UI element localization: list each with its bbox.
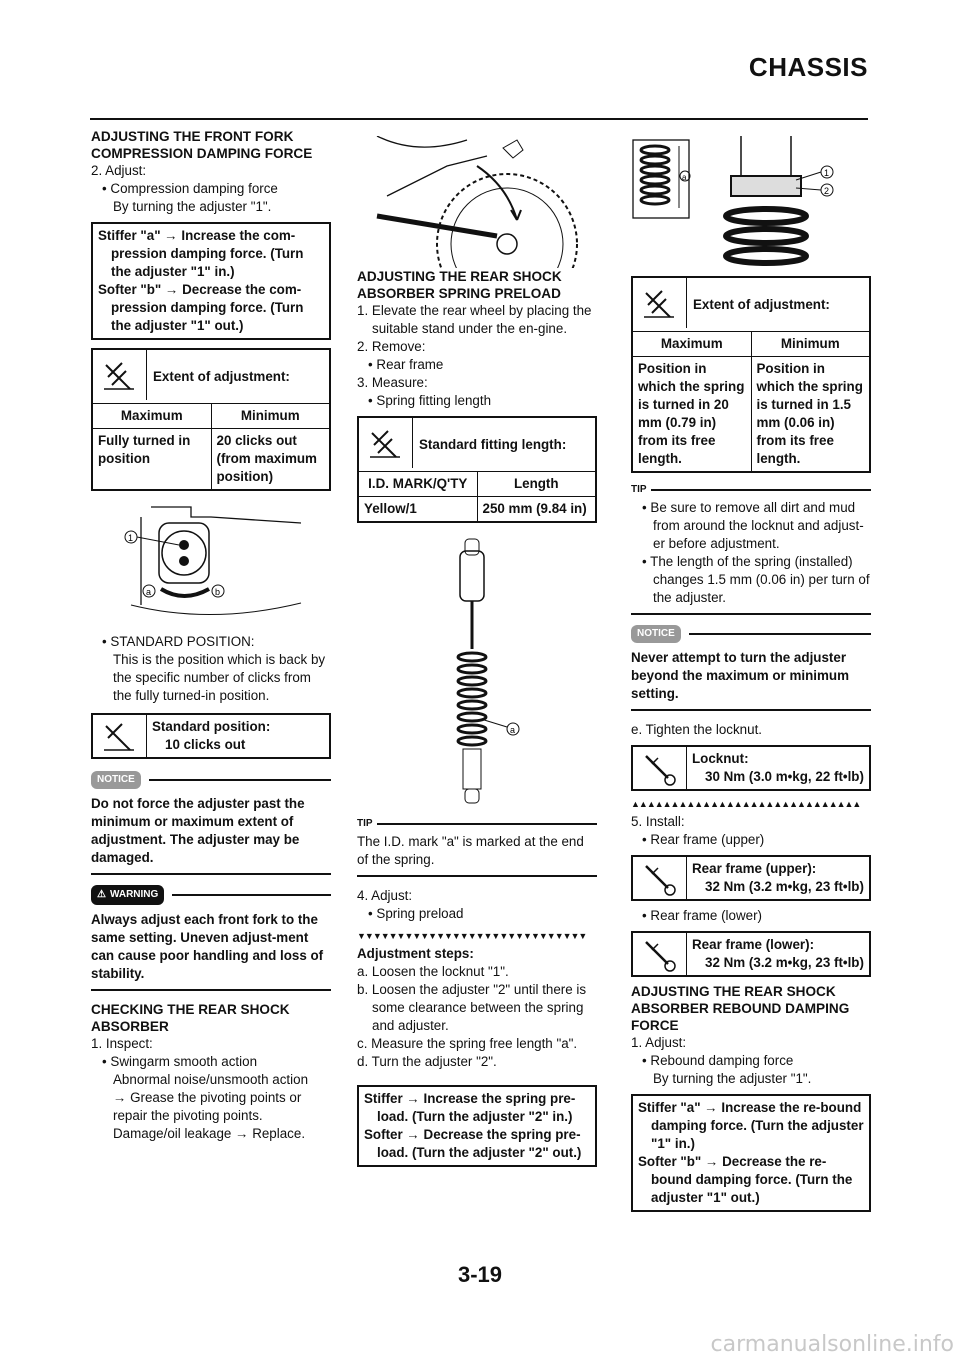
bullet-text: • STANDARD POSITION:	[102, 634, 255, 649]
bullet-text: • Rear frame (upper)	[642, 832, 765, 847]
warning-icon: ⚠	[97, 889, 106, 900]
step-text: 1. Adjust:	[631, 1035, 687, 1050]
torque-title: Rear frame (upper):	[692, 861, 817, 876]
step-text: 2. Remove:	[357, 339, 426, 354]
steps-end-marker: ▲▲▲▲▲▲▲▲▲▲▲▲▲▲▲▲▲▲▲▲▲▲▲▲▲▲▲▲▲	[631, 799, 861, 809]
torque-wrench-icon	[633, 747, 687, 789]
bullet-subtext: By turning the adjuster "1".	[653, 1071, 812, 1086]
wrench-spec-icon	[93, 350, 147, 400]
fig-label: a	[510, 725, 516, 735]
step-text: 2. Adjust:	[91, 163, 147, 178]
spec-value: 250 mm (9.84 in)	[482, 501, 587, 516]
bullet-subtext: → Grease the pivoting points or repair the pivoting points.	[113, 1090, 302, 1123]
bullet-subtext: Damage/oil leakage → Replace.	[113, 1126, 306, 1141]
col-header: Maximum	[633, 332, 752, 356]
bullet-subtext: By turning the adjuster "1".	[113, 199, 272, 214]
watermark: carmanualsonline.info	[710, 1332, 954, 1357]
fig-label: 1	[824, 168, 830, 178]
section-heading: CHECKING THE REAR SHOCK ABSORBER	[91, 1002, 290, 1034]
bullet-text: • Spring fitting length	[368, 393, 492, 408]
bullet-text: • Rear frame	[368, 357, 444, 372]
wrench-spec-icon	[359, 418, 413, 468]
step-text: 1. Inspect:	[91, 1036, 153, 1051]
section-heading: ADJUSTING THE REAR SHOCK ABSORBER REBOUND DAMPING FORCE	[631, 984, 850, 1033]
torque-value: 30 Nm (3.0 m•kg, 22 ft•lb)	[705, 769, 864, 784]
spec-value: 20 clicks out (from maximum position)	[216, 433, 317, 484]
rear-shock-figure	[357, 529, 597, 807]
torque-spec	[631, 855, 871, 901]
column-2	[357, 136, 597, 1173]
step-text: b. Loosen the adjuster "2" until there is some clearance between the spring and adjuster.	[357, 982, 587, 1033]
wrench-spec-icon	[633, 278, 687, 328]
page-title: CHASSIS	[748, 52, 868, 82]
wrench-spec-icon	[93, 715, 147, 757]
bullet-text: • Compression damping force	[102, 181, 278, 196]
section-heading: ADJUSTING THE FRONT FORK COMPRESSION DAMPING FORCE	[91, 129, 313, 161]
adjustment-box	[91, 222, 331, 340]
step-text: 3. Measure:	[357, 375, 428, 390]
bullet-text: • Swingarm smooth action	[102, 1054, 258, 1069]
front-fork-adjuster-figure	[91, 497, 331, 625]
step-text: 1. Elevate the rear wheel by placing the suitable stand under the en-gine.	[357, 303, 592, 336]
tip-text: • The length of the spring (installed) changes 1.5 mm (0.06 in) per turn of the adjuster.	[642, 554, 870, 605]
section-heading: ADJUSTING THE REAR SHOCK ABSORBER SPRING PRELOAD	[357, 269, 562, 301]
col-header: I.D. MARK/Q'TY	[359, 472, 478, 496]
bullet-text: • Rear frame (lower)	[642, 908, 763, 923]
step-text: d. Turn the adjuster "2".	[357, 1054, 497, 1069]
adjustment-box	[631, 1094, 871, 1212]
steps-start-marker: ▼▼▼▼▼▼▼▼▼▼▼▼▼▼▼▼▼▼▼▼▼▼▼▼▼▼▼▼▼	[357, 931, 587, 941]
fig-label: a	[682, 173, 687, 182]
torque-wrench-icon	[633, 857, 687, 899]
torque-value: 32 Nm (3.2 m•kg, 23 ft•lb)	[705, 955, 864, 970]
torque-title: Rear frame (lower):	[692, 937, 815, 952]
col-header: Minimum	[240, 408, 300, 423]
warning-label: WARNING	[109, 889, 159, 900]
torque-title: Locknut:	[692, 751, 749, 766]
spring-adjuster-figure	[631, 136, 871, 270]
bullet-subtext: This is the position which is back by the specific number of clicks from the fully turned-in position.	[113, 652, 326, 703]
steps-heading: Adjustment steps:	[357, 946, 474, 961]
bullet-text: • Spring preload	[368, 906, 464, 921]
tip-label: TIP	[631, 484, 647, 495]
col-header: Minimum	[780, 336, 840, 351]
spec-value: Position in which the spring is turned in 20 mm (0.79 in) from its free length.	[633, 357, 752, 471]
fig-label: 1	[128, 533, 134, 543]
standard-position-spec	[91, 713, 331, 759]
box-line: Stiffer → Increase the spring pre-load. (Turn the adjuster "2" in.)	[364, 1091, 576, 1124]
notice-badge: NOTICE	[91, 771, 141, 789]
column-3	[631, 136, 871, 1218]
rear-wheel-figure	[357, 136, 597, 268]
torque-spec	[631, 745, 871, 791]
spec-title: Extent of adjustment:	[693, 296, 830, 312]
page-number: 3-19	[457, 1262, 503, 1287]
torque-wrench-icon	[633, 933, 687, 975]
torque-value: 32 Nm (3.2 m•kg, 23 ft•lb)	[705, 879, 864, 894]
step-text: a. Loosen the locknut "1".	[357, 964, 509, 979]
step-text: 5. Install:	[631, 814, 685, 829]
spec-table	[91, 348, 331, 491]
spec-value: 10 clicks out	[165, 737, 246, 752]
box-line: Softer → Decrease the spring pre-load. (Turn the adjuster "2" out.)	[364, 1127, 582, 1160]
box-line: Stiffer "a" → Increase the re-bound damping force. (Turn the adjuster "1" in.)	[638, 1100, 864, 1151]
spec-title: Extent of adjustment:	[153, 368, 290, 384]
tip-text: • Be sure to remove all dirt and mud from around the locknut and adjust-er before adjustment.	[642, 500, 864, 551]
notice-text: Never attempt to turn the adjuster beyond the maximum or minimum setting.	[631, 650, 850, 701]
box-line: Stiffer "a" → Increase the com-pression damping force. (Turn the adjuster "1" in.)	[98, 228, 304, 279]
column-1	[91, 128, 331, 1143]
fig-label: b	[215, 587, 221, 597]
step-text: e. Tighten the locknut.	[631, 722, 763, 737]
tip-label: TIP	[357, 818, 373, 829]
col-header: Maximum	[93, 404, 212, 428]
notice-badge: NOTICE	[631, 625, 681, 643]
spec-title: Standard position:	[152, 719, 271, 734]
spec-table	[357, 416, 597, 523]
spec-title: Standard fitting length:	[419, 436, 567, 452]
adjustment-box	[357, 1085, 597, 1167]
box-line: Softer "b" → Decrease the com-pression damping force. (Turn the adjuster "1" out.)	[98, 282, 304, 333]
step-text: 4. Adjust:	[357, 888, 413, 903]
tip-text: The I.D. mark "a" is marked at the end of the spring.	[357, 834, 584, 867]
step-text: c. Measure the spring free length "a".	[357, 1036, 578, 1051]
spec-value: Position in which the spring is turned in 1.5 mm (0.06 in) from its free length.	[756, 361, 863, 466]
fig-label: 2	[824, 186, 830, 196]
spec-value: Yellow/1	[359, 497, 478, 521]
notice-text: Do not force the adjuster past the minimum or maximum extent of adjustment. The adjuster may be damaged.	[91, 796, 305, 865]
warning-badge	[91, 885, 164, 905]
col-header: Length	[513, 476, 559, 491]
spec-table	[631, 276, 871, 473]
bullet-subtext: Abnormal noise/unsmooth action	[113, 1072, 309, 1087]
fig-label: a	[146, 587, 152, 597]
torque-spec	[631, 931, 871, 977]
bullet-text: • Rebound damping force	[642, 1053, 794, 1068]
warning-text: Always adjust each front fork to the same setting. Uneven adjust-ment can cause poor handling and loss of stability.	[91, 912, 324, 981]
spec-value: Fully turned in position	[93, 429, 212, 489]
title-rule	[90, 118, 868, 120]
box-line: Softer "b" → Decrease the re-bound damping force. (Turn the adjuster "1" out.)	[638, 1154, 853, 1205]
